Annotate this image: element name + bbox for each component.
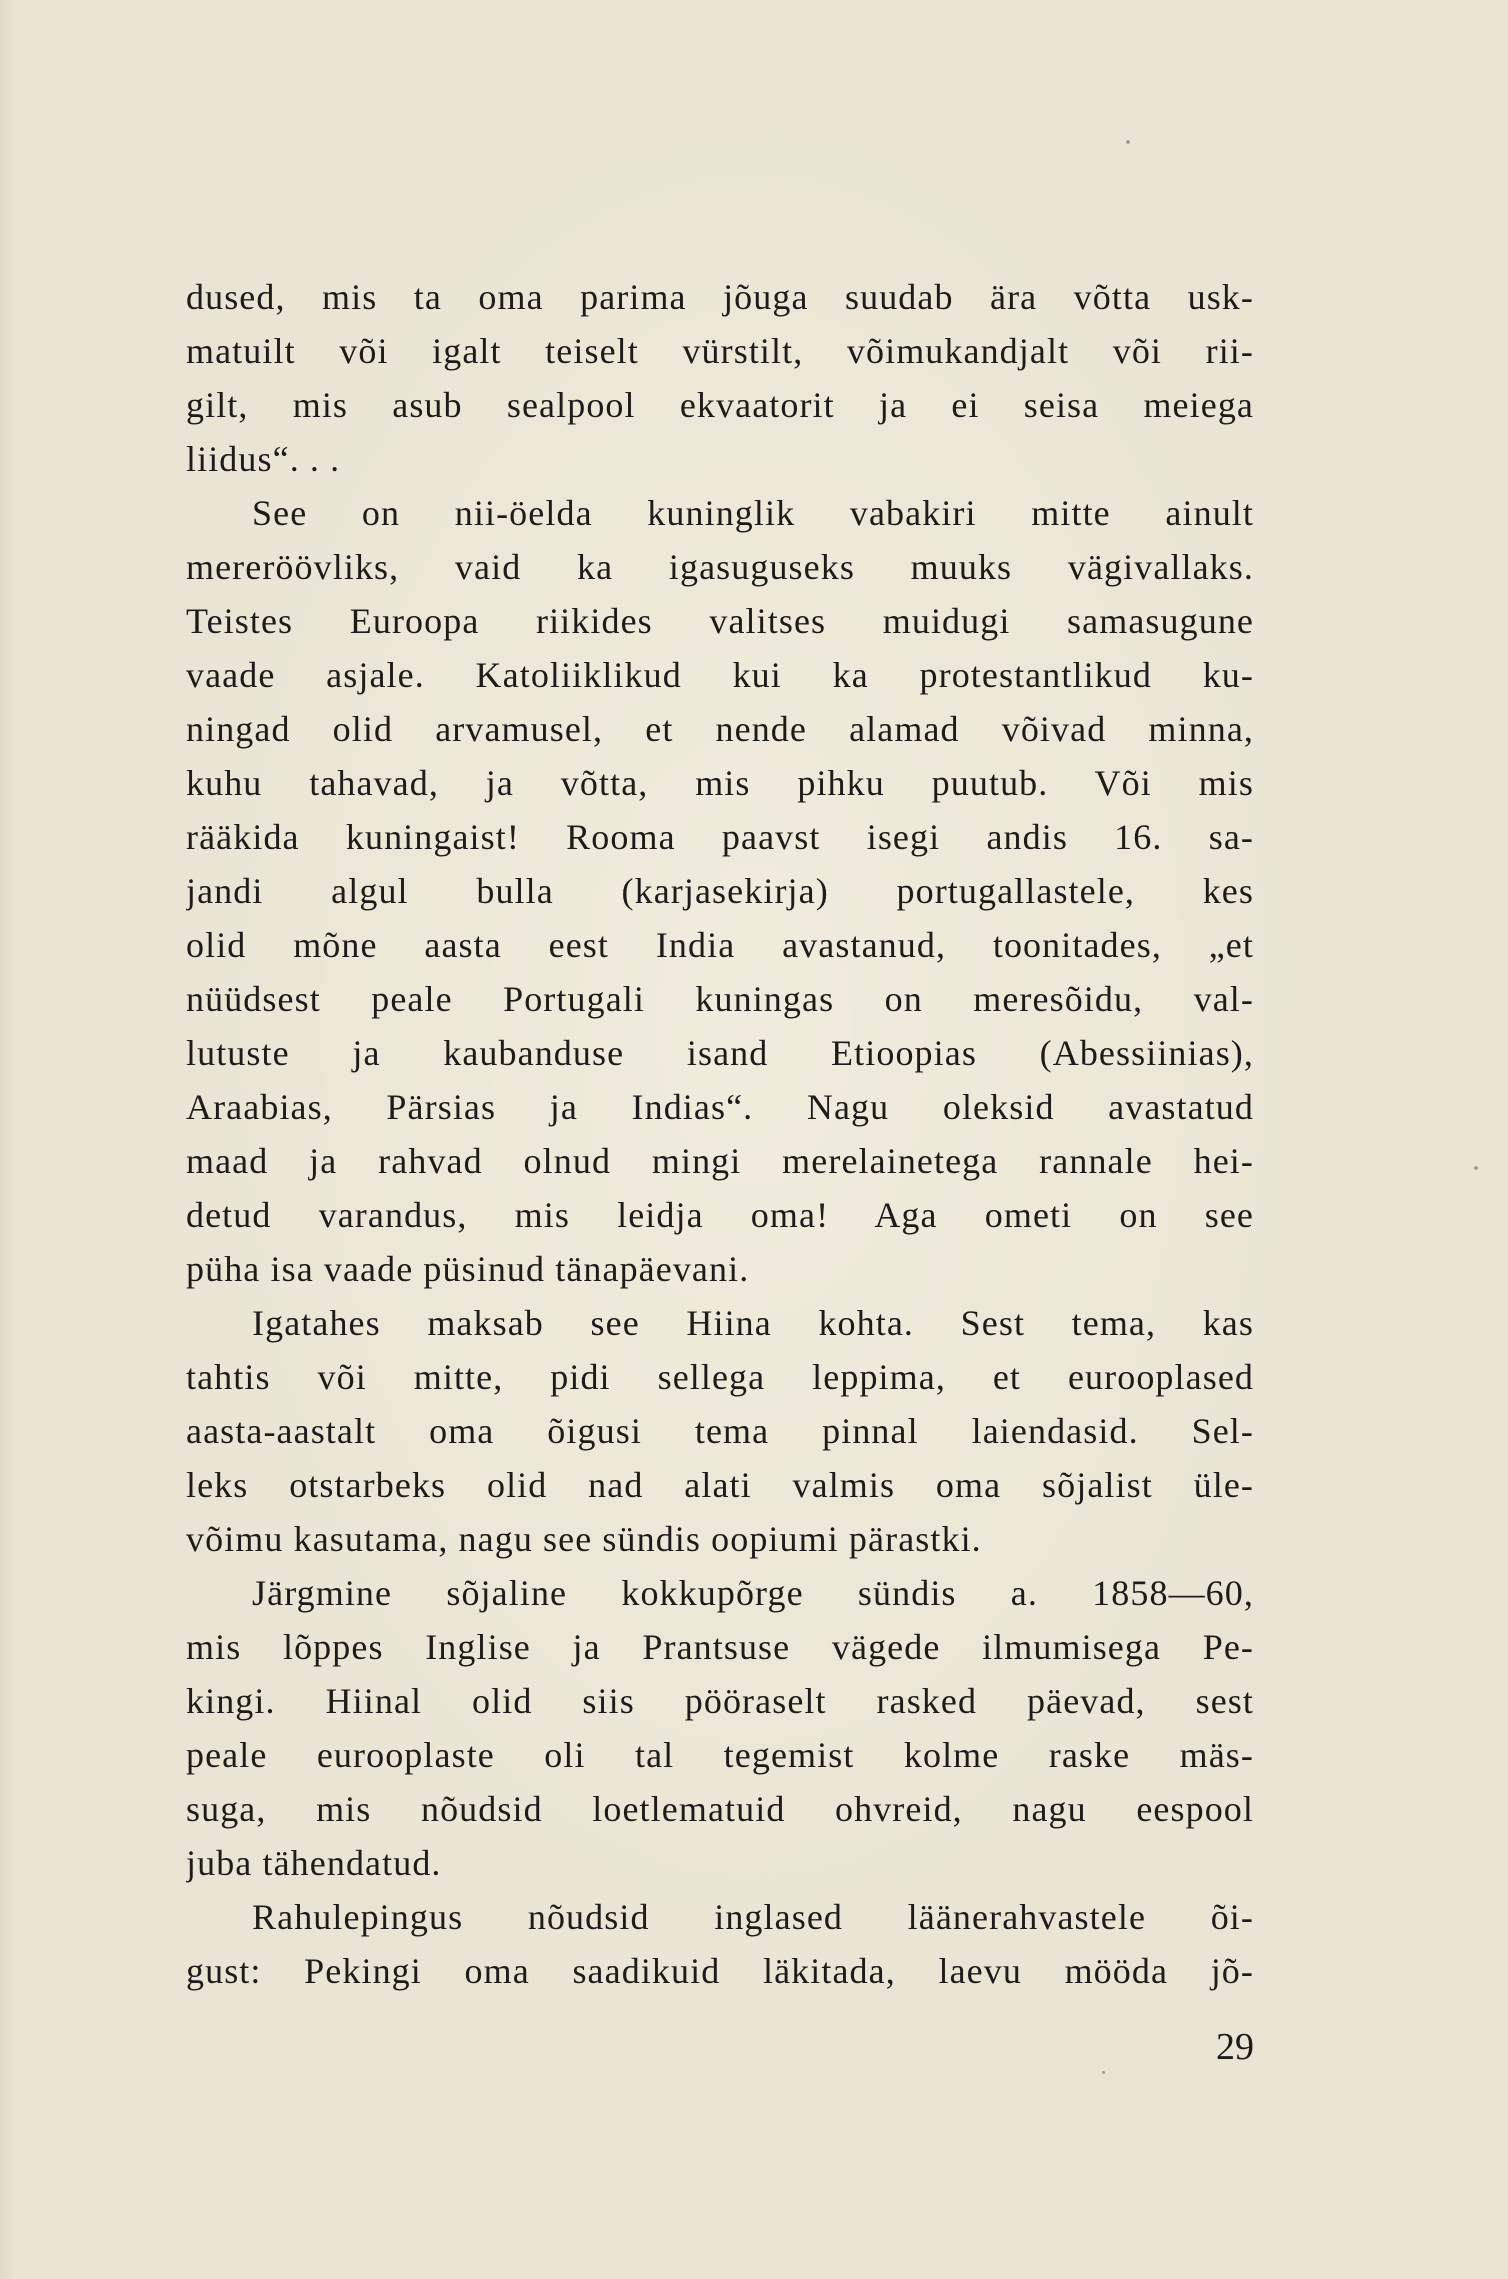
text-line: vaade asjale. Katoliiklikud kui ka protestantlikud ku- (186, 655, 1254, 695)
text-line: nüüdsest peale Portugali kuningas on meresõidu, val- (186, 979, 1254, 1019)
text-line: gust: Pekingi oma saadikuid läkitada, laevu mööda jõ- (186, 1951, 1254, 1991)
body-text (186, 270, 1254, 1998)
paper-speck (1102, 2071, 1105, 2074)
text-line: tahtis või mitte, pidi sellega leppima, et eurooplased (186, 1357, 1254, 1397)
text-line: detud varandus, mis leidja oma! Aga ometi on see (186, 1195, 1254, 1235)
text-line: Järgmine sõjaline kokkupõrge sündis a. 1858—60, (252, 1573, 1254, 1613)
text-line: Araabias, Pärsias ja Indias“. Nagu oleksid avastatud (186, 1087, 1254, 1127)
text-line: aasta-aastalt oma õigusi tema pinnal laiendasid. Sel- (186, 1411, 1254, 1451)
paper-speck (1126, 140, 1130, 144)
text-line: See on nii-öelda kuninglik vabakiri mitte ainult (252, 493, 1254, 533)
text-line: gilt, mis asub sealpool ekvaatorit ja ei seisa meiega (186, 385, 1254, 425)
text-line: kingi. Hiinal olid siis pööraselt rasked päevad, sest (186, 1681, 1254, 1721)
text-line: Rahulepingus nõudsid inglased läänerahvastele õi- (252, 1897, 1254, 1937)
text-line: mis lõppes Inglise ja Prantsuse vägede ilmumisega Pe- (186, 1627, 1254, 1667)
text-line: maad ja rahvad olnud mingi merelainetega rannale hei- (186, 1141, 1254, 1181)
text-line: kuhu tahavad, ja võtta, mis pihku puutub. Või mis (186, 763, 1254, 803)
text-line: liidus“. . . (186, 439, 341, 479)
text-line: leks otstarbeks olid nad alati valmis oma sõjalist üle- (186, 1465, 1254, 1505)
paper-speck (1474, 1166, 1478, 1170)
text-line: peale eurooplaste oli tal tegemist kolme raske mäs- (186, 1735, 1254, 1775)
text-line: võimu kasutama, nagu see sündis oopiumi pärastki. (186, 1519, 982, 1559)
text-line: mereröövliks, vaid ka igasuguseks muuks vägivallaks. (186, 547, 1254, 587)
text-line: Igatahes maksab see Hiina kohta. Sest tema, kas (252, 1303, 1254, 1343)
page-number: 29 (1216, 2026, 1254, 2068)
text-line: matuilt või igalt teiselt vürstilt, võimukandjalt või rii- (186, 331, 1254, 371)
text-line: ningad olid arvamusel, et nende alamad võivad minna, (186, 709, 1254, 749)
text-line: suga, mis nõudsid loetlematuid ohvreid, nagu eespool (186, 1789, 1254, 1829)
text-line: rääkida kuningaist! Rooma paavst isegi andis 16. sa- (186, 817, 1254, 857)
text-line: jandi algul bulla (karjasekirja) portugallastele, kes (186, 871, 1254, 911)
text-line: lutuste ja kaubanduse isand Etioopias (Abessiinias), (186, 1033, 1254, 1073)
text-line: olid mõne aasta eest India avastanud, toonitades, „et (186, 925, 1254, 965)
text-line: dused, mis ta oma parima jõuga suudab ära võtta usk- (186, 277, 1254, 317)
text-line: Teistes Euroopa riikides valitses muidugi samasugune (186, 601, 1254, 641)
text-line: juba tähendatud. (186, 1843, 442, 1883)
text-line: püha isa vaade püsinud tänapäevani. (186, 1249, 750, 1289)
